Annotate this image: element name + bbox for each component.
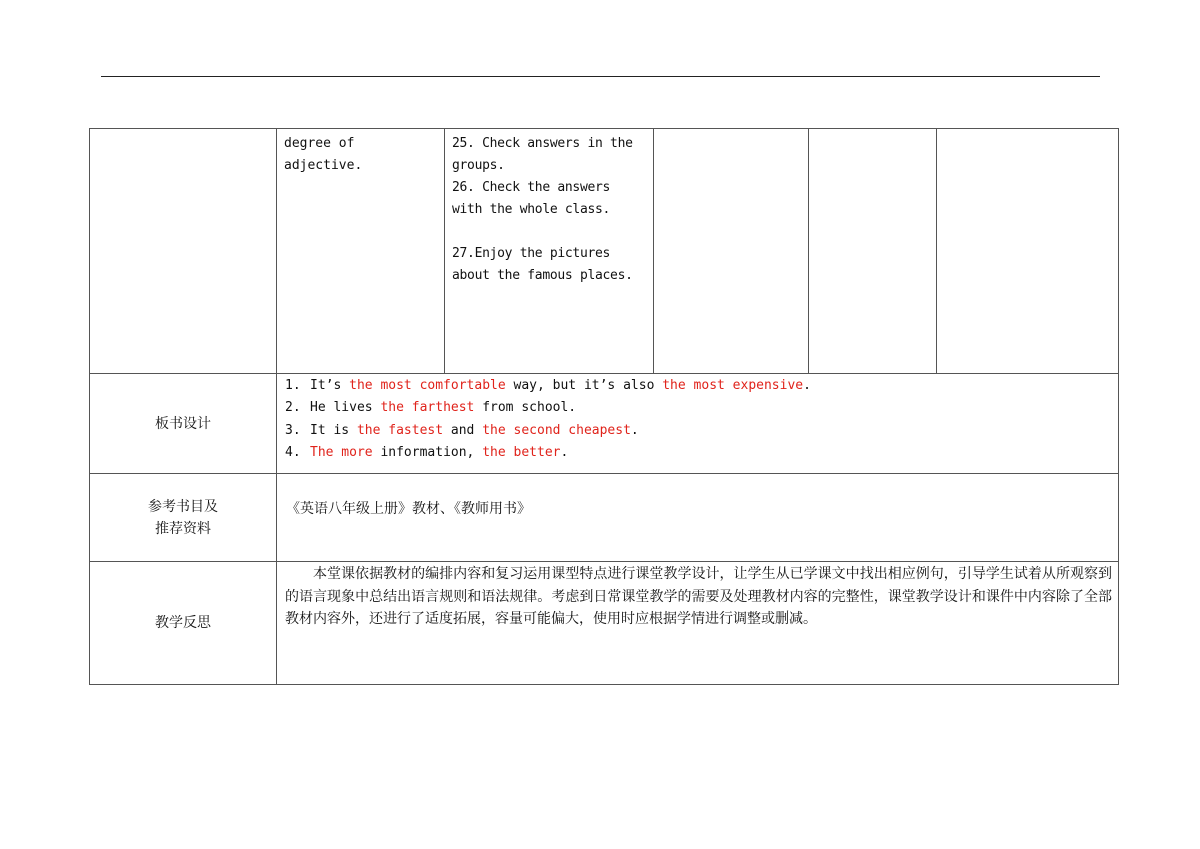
references-text: 《英语八年级上册》教材、《教师用书》 <box>286 501 531 517</box>
board-text: . <box>560 444 569 460</box>
empty-cell-2 <box>809 129 937 374</box>
board-text: It’s <box>310 378 350 393</box>
board-text: . <box>630 422 639 438</box>
empty-cell-3 <box>937 129 1119 374</box>
board-highlight-text: the fastest <box>356 422 444 438</box>
references-row <box>90 474 1119 562</box>
board-text: and <box>443 422 483 438</box>
board-line-1 <box>285 375 1118 397</box>
empty-cell-1 <box>654 129 809 374</box>
procedure-row <box>90 129 1119 374</box>
board-highlight-text: The more <box>310 444 373 460</box>
reflection-text: 本堂课依据教材的编排内容和复习运用课型特点进行课堂教学设计，让学生从已学课文中找出相应例句，引导学生试着从所观察到的语言现象中总结出语言规则和语法规律。考虑到日常课堂教学的需要及处理教材内容的完整性，课堂教学设计和课件中内容除了全部教材内容外，还进行了适度拓展，容量可能偏大，使用时应根据学情进行调整或删减。 <box>285 566 1112 627</box>
board-design-lines <box>277 374 1118 464</box>
board-text: . <box>803 378 811 393</box>
board-text: He lives <box>310 400 381 416</box>
lesson-plan-table <box>89 128 1119 685</box>
board-highlight-text: the most comfortable <box>349 378 506 393</box>
board-text: information, <box>372 444 483 460</box>
board-line-number: 3. <box>285 422 301 438</box>
board-text: way, but it’s also <box>505 378 663 393</box>
goal-text: degree of adjective. <box>284 136 363 173</box>
reflection-row <box>90 562 1119 685</box>
board-line-4 <box>285 442 1118 464</box>
goal-cell <box>277 129 445 374</box>
references-label-line1: 参考书目及 <box>148 498 218 515</box>
step-26: 26. Check the answers with the whole class. <box>452 180 611 217</box>
board-line-number: 4. <box>285 444 301 460</box>
board-line-number: 2. <box>285 400 301 416</box>
reflection-cell <box>277 562 1119 685</box>
board-text: It is <box>310 422 357 438</box>
reflection-label: 教学反思 <box>90 562 277 685</box>
board-line-number: 1. <box>285 378 301 393</box>
references-cell <box>277 474 1119 562</box>
board-text: from school. <box>474 400 577 416</box>
header-rule <box>101 76 1100 77</box>
board-design-cell <box>277 374 1119 474</box>
references-label <box>90 474 277 562</box>
references-label-line2: 推荐资料 <box>155 520 211 537</box>
board-highlight-text: the second cheapest <box>482 422 631 438</box>
procedure-label-cell <box>90 129 277 374</box>
board-line-2 <box>285 397 1118 419</box>
board-highlight-text: the most expensive <box>662 378 804 393</box>
board-highlight-text: the farthest <box>380 400 475 416</box>
board-design-label: 板书设计 <box>90 374 277 474</box>
board-highlight-text: the better <box>482 444 561 460</box>
steps-cell <box>445 129 654 374</box>
board-design-row <box>90 374 1119 474</box>
step-25: 25. Check answers in the groups. <box>452 136 633 173</box>
step-27: 27.Enjoy the pictures about the famous places. <box>452 246 633 283</box>
board-line-3 <box>285 420 1118 442</box>
